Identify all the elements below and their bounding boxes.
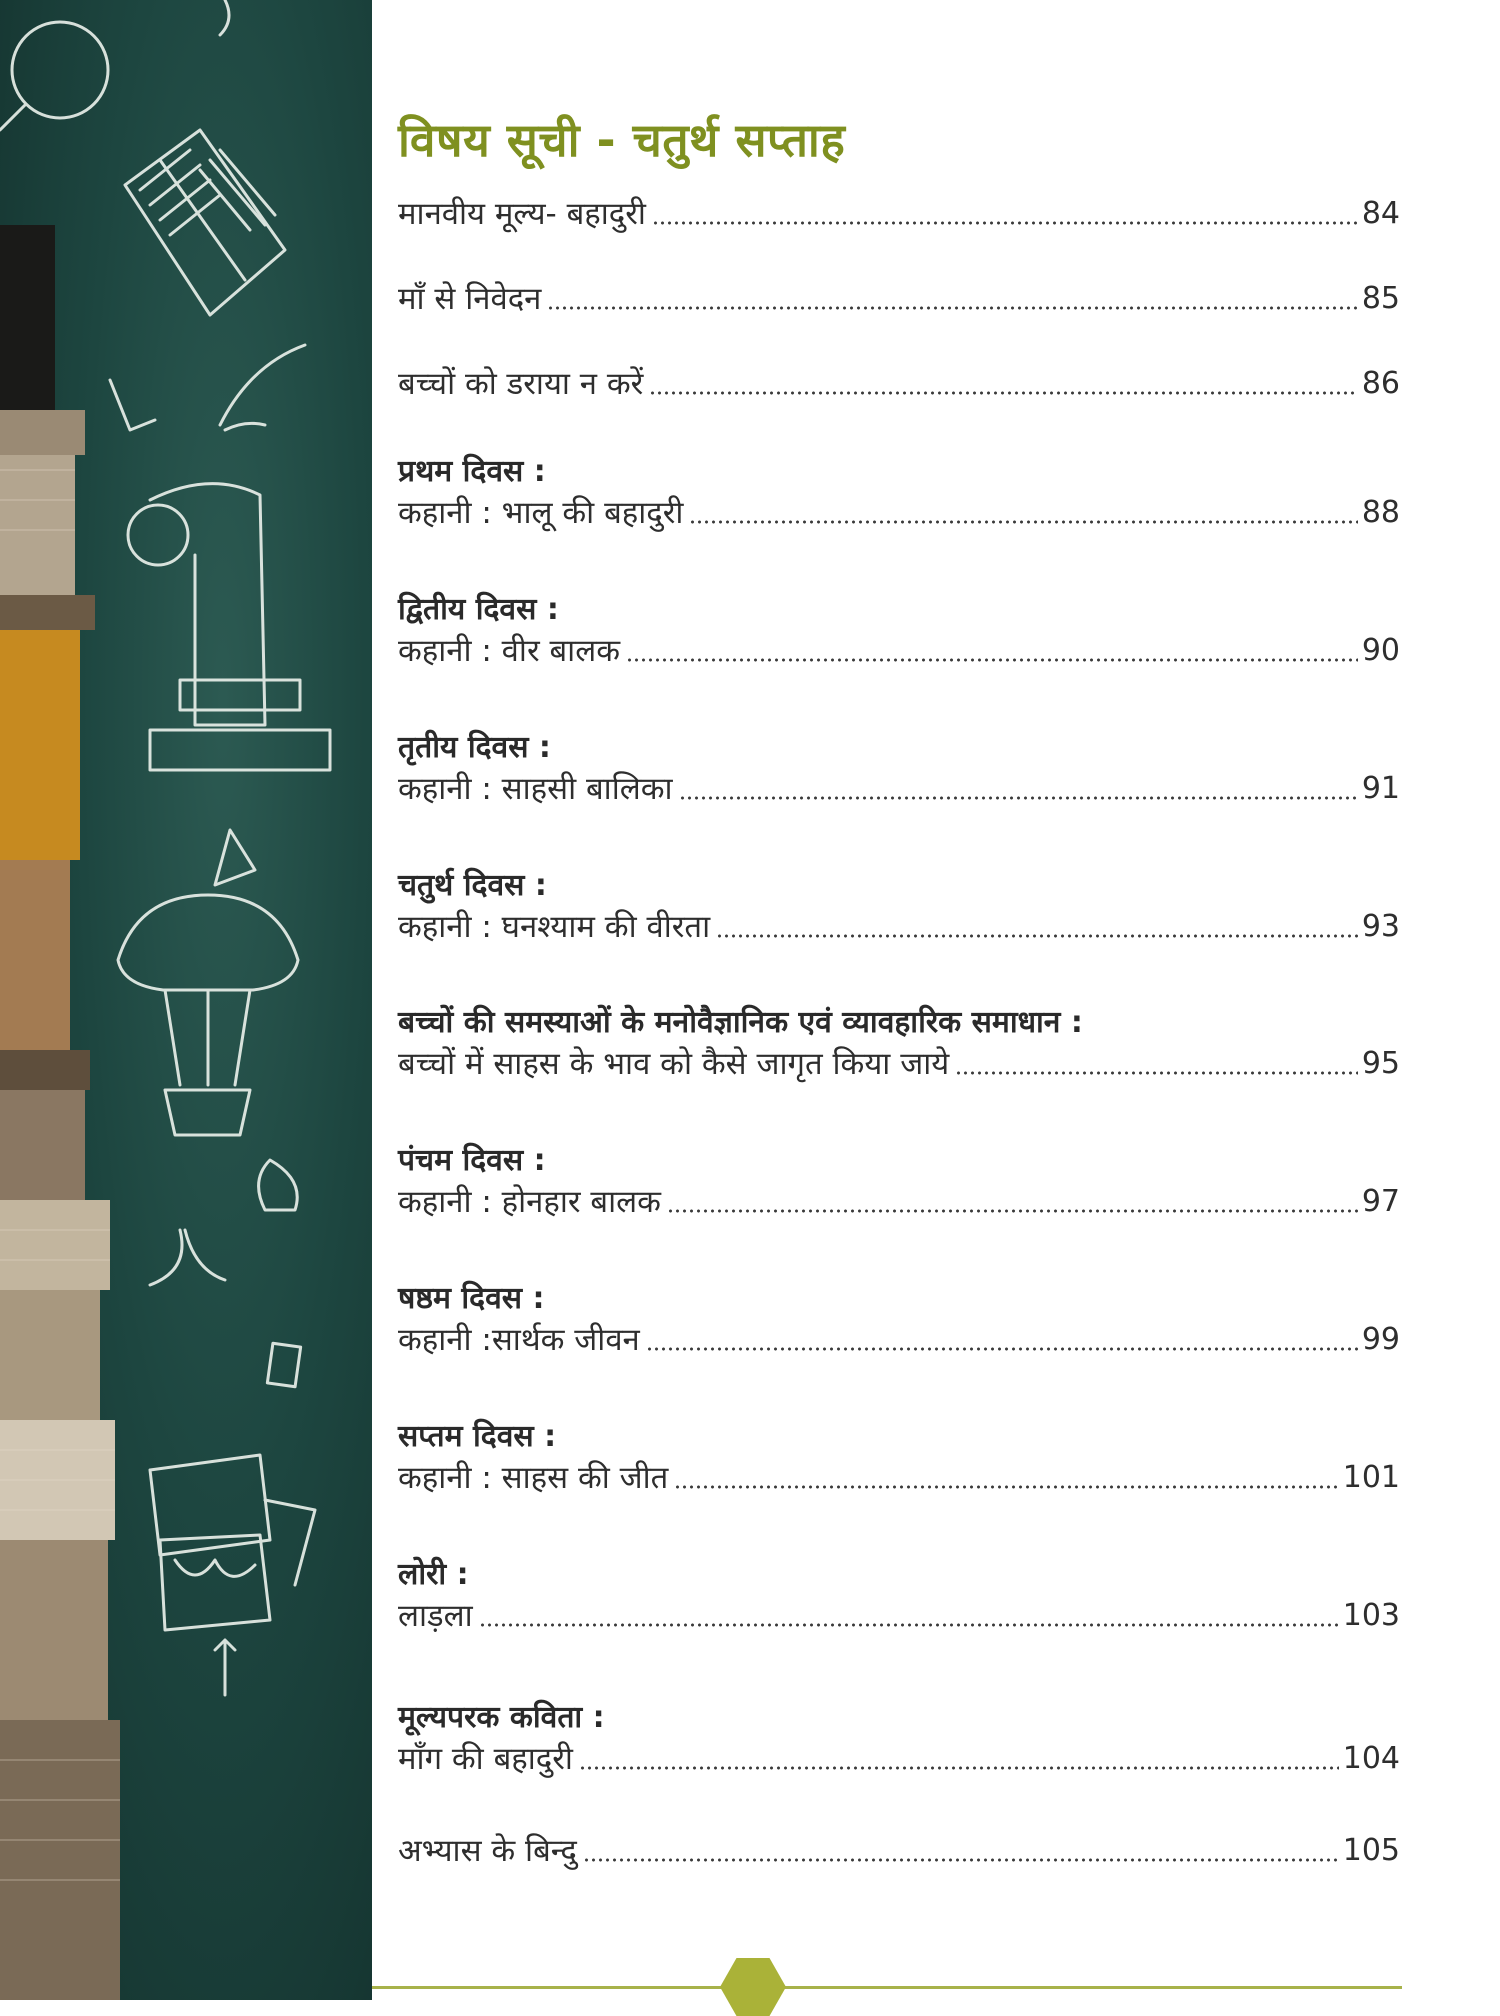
toc-section [398, 1141, 1400, 1223]
drawing-board-icon [150, 1455, 315, 1695]
toc-entry-label: बच्चों को डराया न करें [398, 366, 644, 402]
toc-entry-page: 104 [1342, 1741, 1400, 1776]
toc-entry-label: कहानी : घनश्याम की वीरता [398, 909, 711, 945]
page-title: विषय सूची - चतुर्थ सप्ताह [398, 113, 846, 167]
toc-section [398, 1003, 1400, 1085]
toc-entry-label: कहानी : साहस की जीत [398, 1460, 669, 1496]
dot-leader [955, 1070, 1358, 1076]
toc-section-heading: लोरी : [398, 1557, 469, 1592]
toc-entry-label: कहानी : वीर बालक [398, 633, 621, 669]
toc-section [398, 1279, 1400, 1361]
toc-entry-page: 85 [1361, 281, 1400, 316]
toc-entry-label: कहानी : होनहार बालक [398, 1184, 661, 1220]
dot-leader [579, 1765, 1339, 1771]
toc-entry-label: अभ्यास के बिन्दु [398, 1833, 577, 1869]
toc-section [398, 452, 1400, 534]
hot-air-balloon-icon [118, 895, 298, 1135]
pencil-icon [220, 345, 305, 430]
toc-entry-page: 101 [1342, 1460, 1400, 1495]
toc-entry [398, 363, 1400, 405]
toc-section-heading: प्रथम दिवस : [398, 454, 546, 489]
toc-entry-label: मानवीय मूल्य- बहादुरी [398, 196, 646, 232]
dot-leader [583, 1857, 1339, 1863]
toc-entry-label: कहानी : भालू की बहादुरी [398, 495, 684, 531]
toc-entry-page: 93 [1361, 909, 1400, 944]
toc-entry-page: 88 [1361, 495, 1400, 530]
dot-leader [674, 1484, 1338, 1490]
dot-leader [689, 519, 1357, 525]
toc-section [398, 1698, 1400, 1780]
toc-entry [398, 278, 1400, 320]
pencil-icon [110, 380, 155, 430]
toc-entry-page: 90 [1361, 633, 1400, 668]
toc-entry-page: 95 [1361, 1046, 1400, 1081]
book-stack [0, 225, 120, 2000]
toc-entry-page: 105 [1342, 1833, 1400, 1868]
toc-entry-page: 99 [1361, 1322, 1400, 1357]
toc-entry-label: कहानी : साहसी बालिका [398, 771, 673, 807]
toc-entry-page: 103 [1342, 1598, 1400, 1633]
dot-leader [547, 305, 1357, 311]
dot-leader [716, 933, 1358, 939]
toc-entry-label: माँग की बहादुरी [398, 1741, 573, 1777]
toc-section-heading: षष्ठम दिवस : [398, 1281, 545, 1316]
toc-entry-label: बच्चों में साहस के भाव को कैसे जागृत किया जाये [398, 1046, 950, 1082]
toc-entry-label: माँ से निवेदन [398, 281, 542, 317]
toc-entry-label: लाड़ला [398, 1598, 473, 1634]
dot-leader [679, 795, 1358, 801]
chalkboard-illustration [0, 0, 372, 2000]
toc-section [398, 1417, 1400, 1499]
dot-leader [646, 1346, 1358, 1352]
dot-leader [649, 390, 1357, 396]
toc-entry-label: कहानी :सार्थक जीवन [398, 1322, 640, 1358]
toc-section [398, 866, 1400, 948]
pencil-icon [220, 0, 229, 35]
pencil-icon [215, 830, 255, 885]
toc-section [398, 728, 1400, 810]
toc-entry-page: 91 [1361, 771, 1400, 806]
toc-section-heading: सप्तम दिवस : [398, 1419, 557, 1454]
toc-section-heading: तृतीय दिवस : [398, 730, 551, 765]
toc-entry-page: 86 [1361, 366, 1400, 401]
dot-leader [626, 657, 1358, 663]
decorative-side-panel [0, 0, 372, 2000]
toc-section [398, 1555, 1400, 1637]
dot-leader [667, 1208, 1358, 1214]
toc-section-heading: बच्चों की समस्याओं के मनोवैज्ञानिक एवं व्यावहारिक समाधान : [398, 1005, 1083, 1040]
ship-icon [259, 1160, 298, 1210]
toc-section-heading: द्वितीय दिवस : [398, 592, 559, 627]
toc-section-heading: चतुर्थ दिवस : [398, 868, 547, 903]
toc-entry [398, 1830, 1400, 1872]
toc-entry-page: 97 [1361, 1184, 1400, 1219]
open-book-icon [125, 130, 285, 315]
toc-section-heading: मूल्यपरक कविता : [398, 1700, 605, 1735]
magnifier-icon [0, 22, 108, 130]
pencil-icon [150, 1230, 225, 1285]
dot-leader [652, 220, 1358, 226]
toc-entry [398, 193, 1400, 235]
toc-entry-page: 84 [1361, 196, 1400, 231]
table-of-contents [398, 0, 1400, 2000]
dot-leader [479, 1622, 1339, 1628]
toc-section-heading: पंचम दिवस : [398, 1143, 546, 1178]
footer-rule [372, 1986, 1402, 1989]
toc-section [398, 590, 1400, 672]
microscope-icon [128, 484, 330, 770]
